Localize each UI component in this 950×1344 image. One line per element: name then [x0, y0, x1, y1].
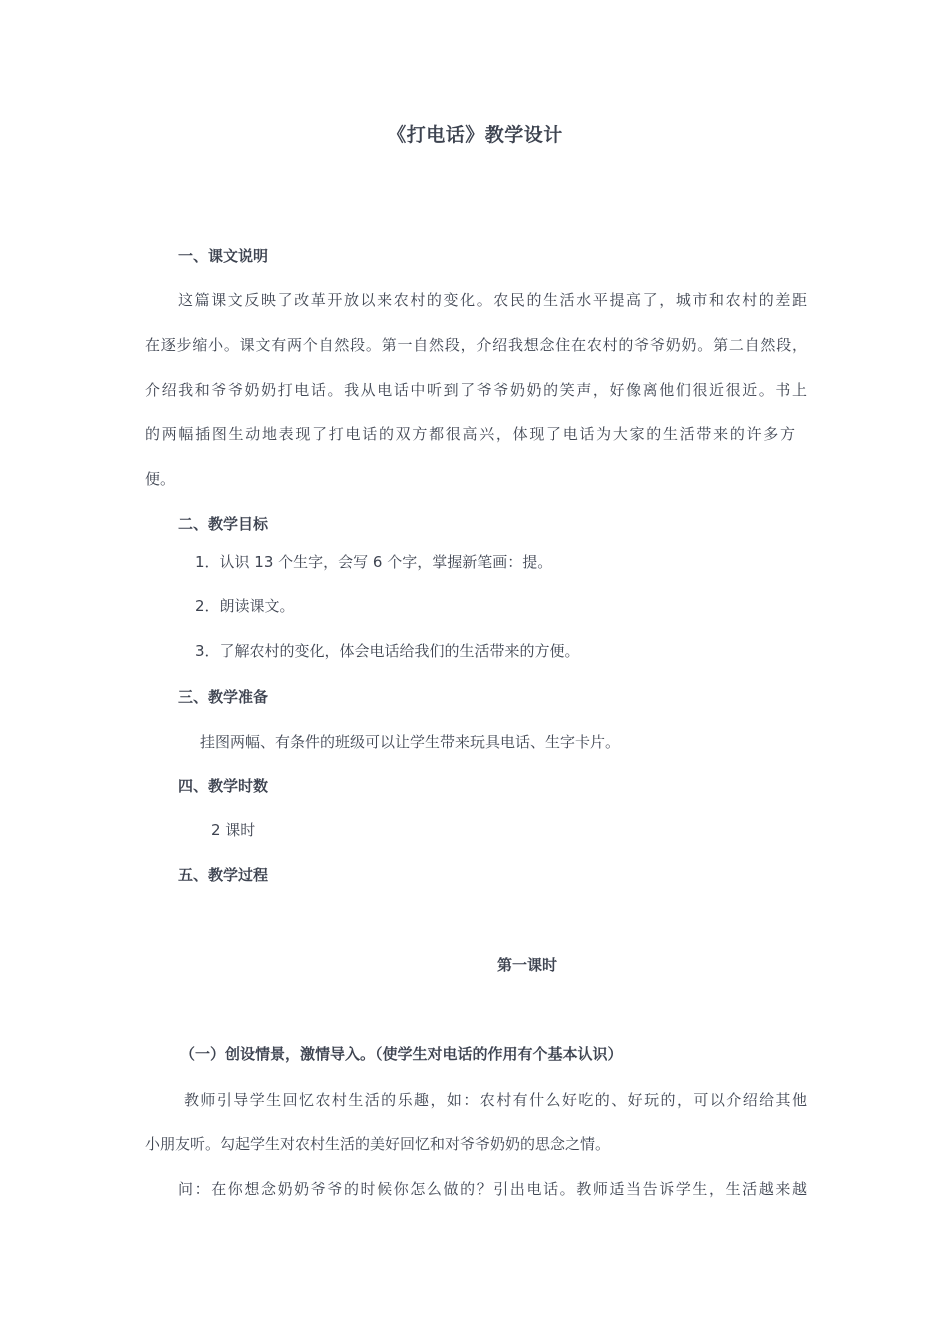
document-title: 《打电话》教学设计 [387, 124, 563, 146]
paragraph-line: 小朋友听。勾起学生对农村生活的美好回忆和对爷爷奶奶的思念之情。 [145, 1135, 611, 1153]
section-heading-teaching-process: 五、教学过程 [178, 866, 269, 884]
paragraph-line: 教师引导学生回忆农村生活的乐趣，如：农村有什么好吃的、好玩的，可以介绍给其他 [184, 1091, 807, 1109]
paragraph-line: 便。 [145, 470, 176, 488]
section-heading-teaching-goals: 二、教学目标 [178, 515, 269, 533]
list-item: 2．朗读课文。 [195, 597, 295, 615]
section-heading-teaching-preparation: 三、教学准备 [178, 688, 269, 706]
paragraph-line: 这篇课文反映了改革开放以来农村的变化。农民的生活水平提高了，城市和农村的差距 [178, 291, 807, 309]
lesson-title: 第一课时 [497, 956, 558, 974]
paragraph-line: 的两幅插图生动地表现了打电话的双方都很高兴，体现了电话为大家的生活带来的许多方 [145, 425, 795, 443]
list-item: 3．了解农村的变化，体会电话给我们的生活带来的方便。 [195, 642, 580, 660]
paragraph-line: 挂图两幅、有条件的班级可以让学生带来玩具电话、生字卡片。 [200, 733, 621, 751]
paragraph-line: 2 课时 [211, 821, 256, 839]
paragraph-line: 介绍我和爷爷奶奶打电话。我从电话中听到了爷爷奶奶的笑声，好像离他们很近很近。书上 [145, 381, 807, 399]
step-heading: （一）创设情景，激情导入。（使学生对电话的作用有个基本认识） [180, 1045, 623, 1063]
section-heading-lesson-description: 一、课文说明 [178, 247, 269, 265]
paragraph-line: 问：在你想念奶奶爷爷的时候你怎么做的？引出电话。教师适当告诉学生，生活越来越 [178, 1180, 807, 1198]
list-item: 1．认识 13 个生字，会写 6 个字，掌握新笔画：提。 [195, 553, 553, 571]
paragraph-line: 在逐步缩小。课文有两个自然段。第一自然段，介绍我想念住在农村的爷爷奶奶。第二自然段， [145, 336, 807, 354]
section-heading-teaching-hours: 四、教学时数 [178, 777, 269, 795]
